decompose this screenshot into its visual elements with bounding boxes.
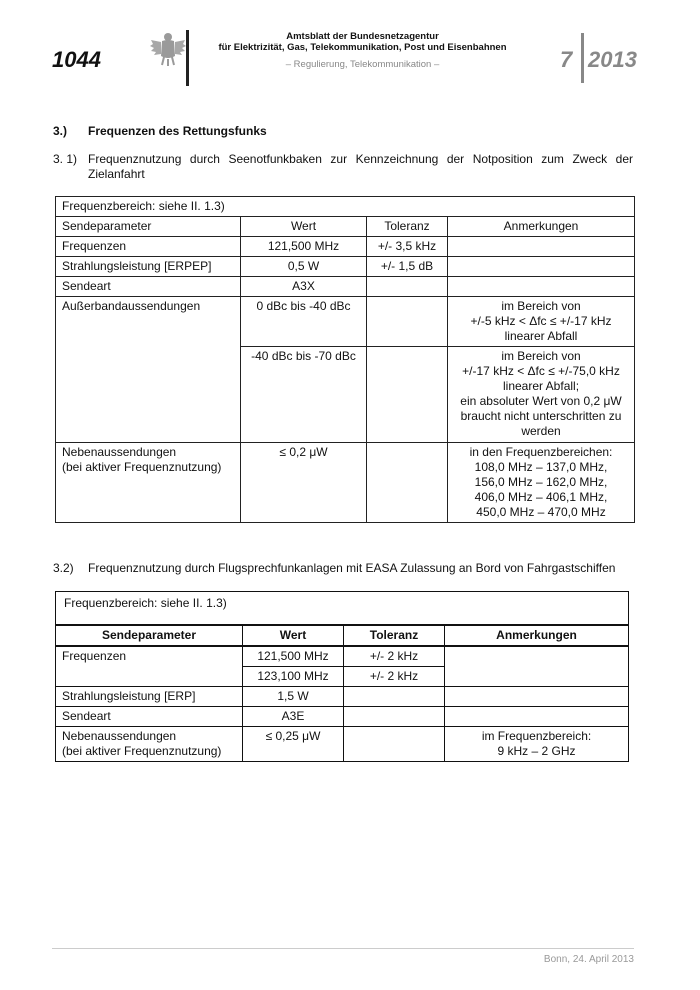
table-cell: [445, 706, 629, 726]
table-cell: [344, 686, 445, 706]
note-line: 406,0 MHz – 406,1 MHz,: [474, 490, 608, 504]
subsection-1-number: 3. 1): [53, 152, 78, 166]
issue-number: 7: [560, 47, 573, 72]
footer-divider: [52, 948, 634, 949]
table-header-row: [56, 217, 635, 237]
table-cell: A3E: [243, 706, 344, 726]
table-cell: [448, 237, 635, 257]
table-cell: ≤ 0,25 μW: [243, 726, 344, 761]
table-cell: [367, 297, 448, 347]
table-row: [56, 443, 635, 523]
table-row: [56, 257, 635, 277]
table-cell: [448, 277, 635, 297]
table-cell: [344, 726, 445, 761]
table-cell: [56, 726, 243, 761]
table-cell: Frequenzen: [56, 646, 243, 687]
note-line: im Bereich von: [501, 299, 581, 313]
column-header: Toleranz: [367, 217, 448, 237]
table-cell: Sendeart: [56, 277, 241, 297]
table-cell: [448, 257, 635, 277]
table-cell: [448, 347, 635, 443]
subsection-1-text: Frequenznutzung durch Seenotfunkbaken zur Kennzeichnung der Notposition zum Zweck der Zielanfahrt: [88, 152, 633, 181]
table-row: [56, 726, 629, 761]
table-cell: A3X: [241, 277, 367, 297]
table-cell: 121,500 MHz: [241, 237, 367, 257]
table-cell: [367, 277, 448, 297]
column-header: Anmerkungen: [448, 217, 635, 237]
table-cell: [344, 706, 445, 726]
table-cell: [445, 686, 629, 706]
table-cell: [448, 297, 635, 347]
subsection-2-number: 3.2): [53, 561, 74, 575]
column-header: Anmerkungen: [445, 625, 629, 646]
note-line: braucht nicht unterschritten zu: [460, 409, 622, 423]
table-cell: 0 dBc bis -40 dBc: [241, 297, 367, 347]
table-cell: +/- 2 kHz: [344, 646, 445, 667]
column-header: Sendeparameter: [56, 625, 243, 646]
frequency-range: Frequenzbereich: siehe II. 1.3): [56, 592, 629, 625]
column-header: Toleranz: [344, 625, 445, 646]
note-line: 156,0 MHz – 162,0 MHz,: [474, 475, 608, 489]
section-title: Frequenzen des Rettungsfunks: [88, 124, 267, 138]
table-row: [56, 592, 629, 625]
table-row: [56, 646, 629, 667]
table-cell: [445, 726, 629, 761]
frequency-range: Frequenzbereich: siehe II. 1.3): [56, 197, 635, 217]
beacon-table: [55, 196, 635, 523]
note-line: im Frequenzbereich:: [481, 728, 592, 743]
table-cell: Frequenzen: [56, 237, 241, 257]
table-cell: 0,5 W: [241, 257, 367, 277]
gazette-subtitle: für Elektrizität, Gas, Telekommunikation, Post und Eisenbahnen: [218, 42, 507, 53]
section-number: 3.): [53, 124, 68, 138]
table-cell: [367, 347, 448, 443]
cell-line: (bei aktiver Frequenznutzung): [62, 743, 222, 758]
note-line: 450,0 MHz – 470,0 MHz: [476, 505, 606, 519]
federal-eagle-icon: [148, 30, 188, 70]
note-line: linearer Abfall: [504, 329, 578, 343]
gazette-section: – Regulierung, Telekommunikation –: [285, 59, 440, 70]
table-row: [56, 297, 635, 347]
subsection-2-text: Frequenznutzung durch Flugsprechfunkanlagen mit EASA Zulassung an Bord von Fahrgastschiffen: [88, 561, 616, 575]
issue-year: 2013: [588, 47, 637, 72]
table-header-row: [56, 625, 629, 646]
note-line: ein absoluter Wert von 0,2 μW: [460, 394, 622, 408]
table-cell: Strahlungsleistung [ERP]: [56, 686, 243, 706]
table-cell: [448, 443, 635, 523]
note-line: werden: [521, 424, 561, 438]
cell-line: (bei aktiver Frequenznutzung): [62, 460, 222, 474]
cell-line: Nebenaussendungen: [62, 445, 177, 459]
column-header: Wert: [241, 217, 367, 237]
issue-divider: [581, 33, 584, 83]
table-cell: [56, 443, 241, 523]
table-cell: Strahlungsleistung [ERPEP]: [56, 257, 241, 277]
note-line: im Bereich von: [501, 349, 581, 363]
table-cell: 123,100 MHz: [243, 666, 344, 686]
table-row: [56, 277, 635, 297]
column-header: Wert: [243, 625, 344, 646]
note-line: in den Frequenzbereichen:: [469, 445, 613, 459]
table-row: [56, 237, 635, 257]
table-cell: -40 dBc bis -70 dBc: [241, 347, 367, 443]
table-row: [56, 706, 629, 726]
note-line: +/-5 kHz < Δfc ≤ +/-17 kHz: [470, 314, 612, 328]
footer-date: Bonn, 24. April 2013: [543, 954, 634, 965]
table-cell: +/- 2 kHz: [344, 666, 445, 686]
table-cell: [367, 443, 448, 523]
table-cell: +/- 3,5 kHz: [367, 237, 448, 257]
table-cell: 121,500 MHz: [243, 646, 344, 667]
cell-line: Nebenaussendungen: [62, 728, 177, 743]
table-cell: Außerbandaussendungen: [56, 297, 241, 443]
aviation-radio-table: [55, 591, 629, 762]
note-line: linearer Abfall;: [502, 379, 580, 393]
table-row: [56, 686, 629, 706]
table-cell: +/- 1,5 dB: [367, 257, 448, 277]
table-cell: ≤ 0,2 μW: [241, 443, 367, 523]
table-row: [56, 197, 635, 217]
table-cell: [445, 646, 629, 687]
note-line: +/-17 kHz < Δfc ≤ +/-75,0 kHz: [462, 364, 620, 378]
column-header: Sendeparameter: [56, 217, 241, 237]
page-number: 1044: [52, 47, 101, 72]
header-divider: [186, 30, 189, 86]
note-line: 108,0 MHz – 137,0 MHz,: [474, 460, 608, 474]
gazette-title: Amtsblatt der Bundesnetzagentur: [286, 31, 439, 42]
table-cell: Sendeart: [56, 706, 243, 726]
note-line: 9 kHz – 2 GHz: [497, 743, 576, 758]
table-cell: 1,5 W: [243, 686, 344, 706]
